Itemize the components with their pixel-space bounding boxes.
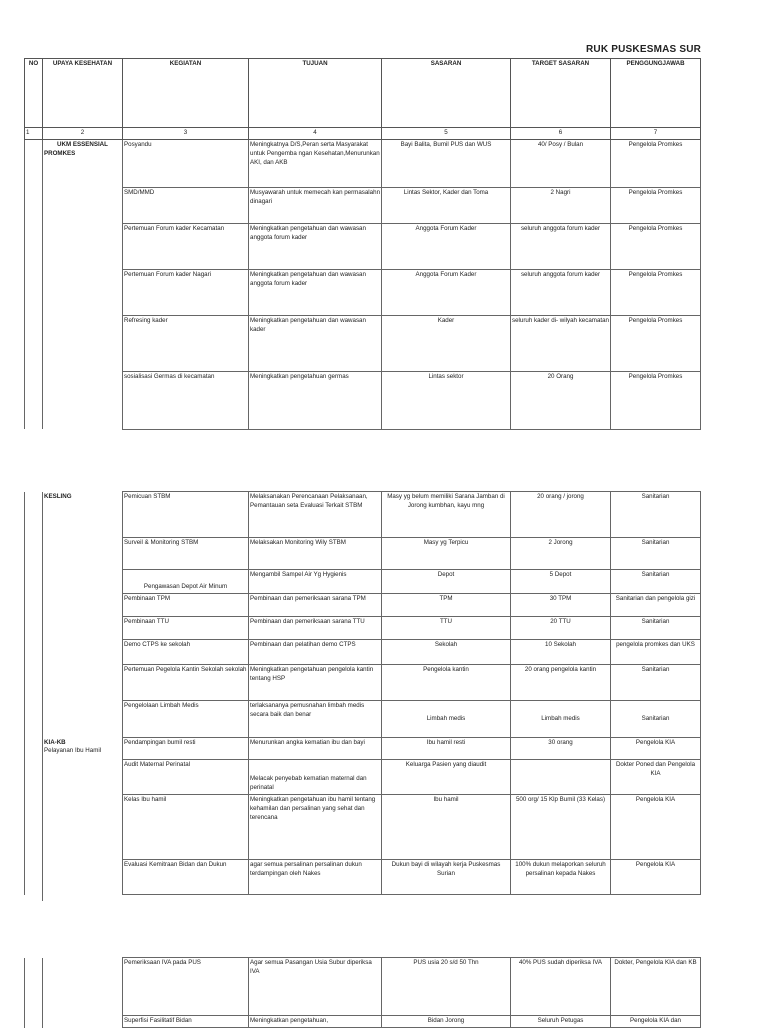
- kegiatan-cell: Pemicuan STBM: [123, 492, 249, 538]
- sasaran-cell: Keluarga Pasien yang diaudit: [382, 760, 511, 795]
- pj-cell: Pengelola Promkes: [611, 139, 701, 187]
- pj-cell: Pengelola KIA: [611, 795, 701, 860]
- sasaran-cell: TTU: [382, 617, 511, 640]
- tujuan-cell: agar semua persalinan persalinan dukun terdampingan oleh Nakes: [249, 860, 382, 895]
- header-sasaran: SASARAN: [382, 59, 511, 128]
- header-row: [25, 59, 701, 128]
- tujuan-cell: Pembinaan dan pemeriksaan sarana TPM: [249, 594, 382, 617]
- tujuan-cell: Meningkatkan pengetahuan ibu hamil tentang kehamilan dan persalinan yang sehat dan terencana: [249, 795, 382, 860]
- table-row: [25, 538, 701, 570]
- kegiatan-cell: sosialisasi Germas di kecamatan: [123, 371, 249, 429]
- upaya-cell: [43, 958, 123, 1028]
- table-row: [25, 594, 701, 617]
- header-upaya: UPAYA KESEHATAN: [43, 59, 123, 128]
- target-cell: 30 TPM: [511, 594, 611, 617]
- col-number: 3: [123, 128, 249, 140]
- sasaran-cell: Ibu hamil: [382, 795, 511, 860]
- table-row: [25, 617, 701, 640]
- pj-cell: Pengelola Promkes: [611, 187, 701, 223]
- no-cell: [25, 492, 43, 895]
- tujuan-cell: Pembinaan dan pemeriksaan sarana TTU: [249, 617, 382, 640]
- target-cell: 500 org/ 15 Klp Bumil (33 Kelas): [511, 795, 611, 860]
- target-cell: 100% dukun melaporkan seluruh persalinan kepada Nakes: [511, 860, 611, 895]
- tujuan-cell: Meningkatkan pengetahuan dan wawasan kader: [249, 315, 382, 371]
- target-cell: 10 Sekolah: [511, 640, 611, 665]
- table-row: [25, 223, 701, 269]
- kegiatan-cell: Pendampingan bumil resti: [123, 738, 249, 760]
- tujuan-cell: Musyawarah untuk memecah kan permasalahn dinagari: [249, 187, 382, 223]
- sasaran-cell: Bayi Balita, Bumil PUS dan WUS: [382, 139, 511, 187]
- table-row: [25, 665, 701, 701]
- tujuan-cell: Melacak penyebab kematian maternal dan perinatal: [249, 760, 382, 795]
- tujuan-cell: Meningkatkan pengetahuan pengelola kantin tentang HSP: [249, 665, 382, 701]
- upaya-sub-label: Pelayanan Ibu Hamil: [44, 747, 102, 755]
- col-number: 7: [611, 128, 701, 140]
- header-tujuan: TUJUAN: [249, 59, 382, 128]
- col-number: 4: [249, 128, 382, 140]
- kegiatan-cell: Pembinaan TPM: [123, 594, 249, 617]
- page-title: RUK PUSKESMAS SUR: [586, 44, 702, 55]
- column-number-row: [25, 128, 701, 140]
- pj-cell: Pengelola Promkes: [611, 269, 701, 315]
- sasaran-cell: Limbah medis: [382, 701, 511, 738]
- table-row: [25, 701, 701, 738]
- sasaran-cell: Lintas Sektor, Kader dan Toma: [382, 187, 511, 223]
- upaya-cell: [43, 738, 123, 895]
- sasaran-cell: Depot: [382, 570, 511, 594]
- pj-cell: Pengelola Promkes: [611, 371, 701, 429]
- table-row: [25, 139, 701, 187]
- sasaran-cell: Kader: [382, 315, 511, 371]
- kegiatan-cell: Posyandu: [123, 139, 249, 187]
- sasaran-cell: Sekolah: [382, 640, 511, 665]
- target-cell: 5 Depot: [511, 570, 611, 594]
- table-row: [25, 640, 701, 665]
- table-row: [25, 187, 701, 223]
- tujuan-cell: Agar semua Pasangan Usia Subur diperiksa IVA: [249, 958, 382, 1016]
- tujuan-cell: Meningkatkan pengetahuan dan wawasan anggota forum kader: [249, 269, 382, 315]
- table-row: [25, 795, 701, 860]
- tujuan-cell: Menurunkan angka kematian ibu dan bayi: [249, 738, 382, 760]
- pj-cell: Sanitarian: [611, 617, 701, 640]
- sasaran-cell: Masy yg Terpicu: [382, 538, 511, 570]
- tujuan-cell: terlaksananya pemusnahan limbah medis secara baik dan benar: [249, 701, 382, 738]
- no-cell: [25, 139, 43, 429]
- table-row: [25, 269, 701, 315]
- header-pj: PENGGUNGJAWAB: [611, 59, 701, 128]
- pj-cell: Dokter Poned dan Pengelola KIA: [611, 760, 701, 795]
- ruk-table-promkes: [24, 58, 701, 430]
- target-cell: 2 Jorong: [511, 538, 611, 570]
- kegiatan-cell: Kelas Ibu hamil: [123, 795, 249, 860]
- target-cell: Seluruh Petugas: [511, 1016, 611, 1028]
- upaya-label: PROMKES: [44, 149, 76, 157]
- pj-cell: Sanitarian: [611, 701, 701, 738]
- ruk-table-kesling-kia: [24, 491, 701, 901]
- table-row: [25, 958, 701, 1016]
- kegiatan-cell: Pemeriksaan IVA pada PUS: [123, 958, 249, 1016]
- pj-cell: Pengelola Promkes: [611, 223, 701, 269]
- target-cell: 30 orang: [511, 738, 611, 760]
- table-row: [25, 860, 701, 895]
- table-row: [25, 738, 701, 760]
- upaya-label: KIA-KB: [44, 738, 66, 746]
- pj-cell: Sanitarian: [611, 538, 701, 570]
- target-cell: 2 Nagri: [511, 187, 611, 223]
- sasaran-cell: Bidan Jorong: [382, 1016, 511, 1028]
- header-kegiatan: KEGIATAN: [123, 59, 249, 128]
- no-cell: [25, 958, 43, 1028]
- kegiatan-cell: Demo CTPS ke sekolah: [123, 640, 249, 665]
- col-number: 2: [43, 128, 123, 140]
- pj-cell: pengelola promkes dan UKS: [611, 640, 701, 665]
- pj-cell: Sanitarian dan pengelola gizi: [611, 594, 701, 617]
- pj-cell: Dokter, Pengelola KIA dan KB: [611, 958, 701, 1016]
- target-cell: 20 orang pengelola kantin: [511, 665, 611, 701]
- tujuan-cell: Mengambil Sampel Air Yg Hygienis: [249, 570, 382, 594]
- kegiatan-cell: Refresing kader: [123, 315, 249, 371]
- target-cell: seluruh kader di- wilyah kecamatan: [511, 315, 611, 371]
- target-cell: seluruh anggota forum kader: [511, 269, 611, 315]
- tujuan-cell: Pembinaan dan pelatihan demo CTPS: [249, 640, 382, 665]
- header-no: NO: [25, 59, 43, 128]
- tujuan-cell: Meningkatkan pengetahuan dan wawasan anggota forum kader: [249, 223, 382, 269]
- kegiatan-cell: Superfisi Fasilitatif Bidan: [123, 1016, 249, 1028]
- target-cell: seluruh anggota forum kader: [511, 223, 611, 269]
- table-row: [25, 371, 701, 429]
- pj-cell: Pengelola KIA dan: [611, 1016, 701, 1028]
- table-row: [25, 492, 701, 538]
- sasaran-cell: Ibu hamil resti: [382, 738, 511, 760]
- pj-cell: Sanitarian: [611, 492, 701, 538]
- sasaran-cell: PUS usia 20 s/d 50 Thn: [382, 958, 511, 1016]
- ruk-table-kia-continued: [24, 957, 701, 1028]
- sasaran-cell: Anggota Forum Kader: [382, 269, 511, 315]
- pj-cell: Sanitarian: [611, 570, 701, 594]
- sasaran-cell: Lintas sektor: [382, 371, 511, 429]
- col-number: 5: [382, 128, 511, 140]
- pj-cell: Pengelola KIA: [611, 860, 701, 895]
- tujuan-cell: Meningkatnya D/S,Peran serta Masyarakat untuk Pengemba ngan Kesehatan,Menurunkan AKI, dan AKB: [249, 139, 382, 187]
- target-cell: 40% PUS sudah diperiksa IVA: [511, 958, 611, 1016]
- tujuan-cell: Melaksanakan Perencanaan Pelaksanaan, Pemantauan seta Evaluasi Terkait STBM: [249, 492, 382, 538]
- kegiatan-cell: SMD/MMD: [123, 187, 249, 223]
- tujuan-cell: Meningkatkan pengetahuan,: [249, 1016, 382, 1028]
- target-cell: 40/ Posy / Bulan: [511, 139, 611, 187]
- table-spacer-row: [25, 895, 701, 901]
- table-row: [25, 760, 701, 795]
- kegiatan-cell: Evaluasi Kemitraan Bidan dan Dukun: [123, 860, 249, 895]
- pj-cell: Pengelola Promkes: [611, 315, 701, 371]
- kegiatan-cell: Pertemuan Forum kader Nagari: [123, 269, 249, 315]
- sasaran-cell: Anggota Forum Kader: [382, 223, 511, 269]
- sasaran-cell: Dukun bayi di wilayah kerja Puskesmas Surian: [382, 860, 511, 895]
- kegiatan-cell: Pengelolaan Limbah Medis: [123, 701, 249, 738]
- table-row: [25, 315, 701, 371]
- pj-cell: Pengelola KIA: [611, 738, 701, 760]
- col-number: 1: [25, 128, 43, 140]
- kegiatan-cell: Pertemuan Pegelola Kantin Sekolah sekolah: [123, 665, 249, 701]
- kegiatan-cell: Pertemuan Forum kader Kecamatan: [123, 223, 249, 269]
- kegiatan-cell: Pembinaan TTU: [123, 617, 249, 640]
- col-number: 6: [511, 128, 611, 140]
- target-cell: 20 Orang: [511, 371, 611, 429]
- target-cell: [511, 760, 611, 795]
- table-row: [25, 1016, 701, 1028]
- upaya-cell: [43, 139, 123, 429]
- kegiatan-cell: Surveil & Monitoring STBM: [123, 538, 249, 570]
- sasaran-cell: Pengelola kantin: [382, 665, 511, 701]
- kegiatan-cell: Audit Maternal Perinatal: [123, 760, 249, 795]
- target-cell: 20 orang / jorong: [511, 492, 611, 538]
- target-cell: 20 TTU: [511, 617, 611, 640]
- target-cell: Limbah medis: [511, 701, 611, 738]
- upaya-heading: UKM ESSENSIAL: [57, 140, 108, 148]
- sasaran-cell: Masy yg belum memiliki Sarana Jamban di Jorong kumbhan, kayu mng: [382, 492, 511, 538]
- kegiatan-cell: Pengawasan Depot Air Minum: [123, 570, 249, 594]
- sasaran-cell: TPM: [382, 594, 511, 617]
- header-target: TARGET SASARAN: [511, 59, 611, 128]
- pj-cell: Sanitarian: [611, 665, 701, 701]
- upaya-cell: KESLING: [43, 492, 123, 738]
- tujuan-cell: Melaksakan Monitoring Wily STBM: [249, 538, 382, 570]
- tujuan-cell: Meningkatkan pengetahuan germas: [249, 371, 382, 429]
- table-row: [25, 570, 701, 594]
